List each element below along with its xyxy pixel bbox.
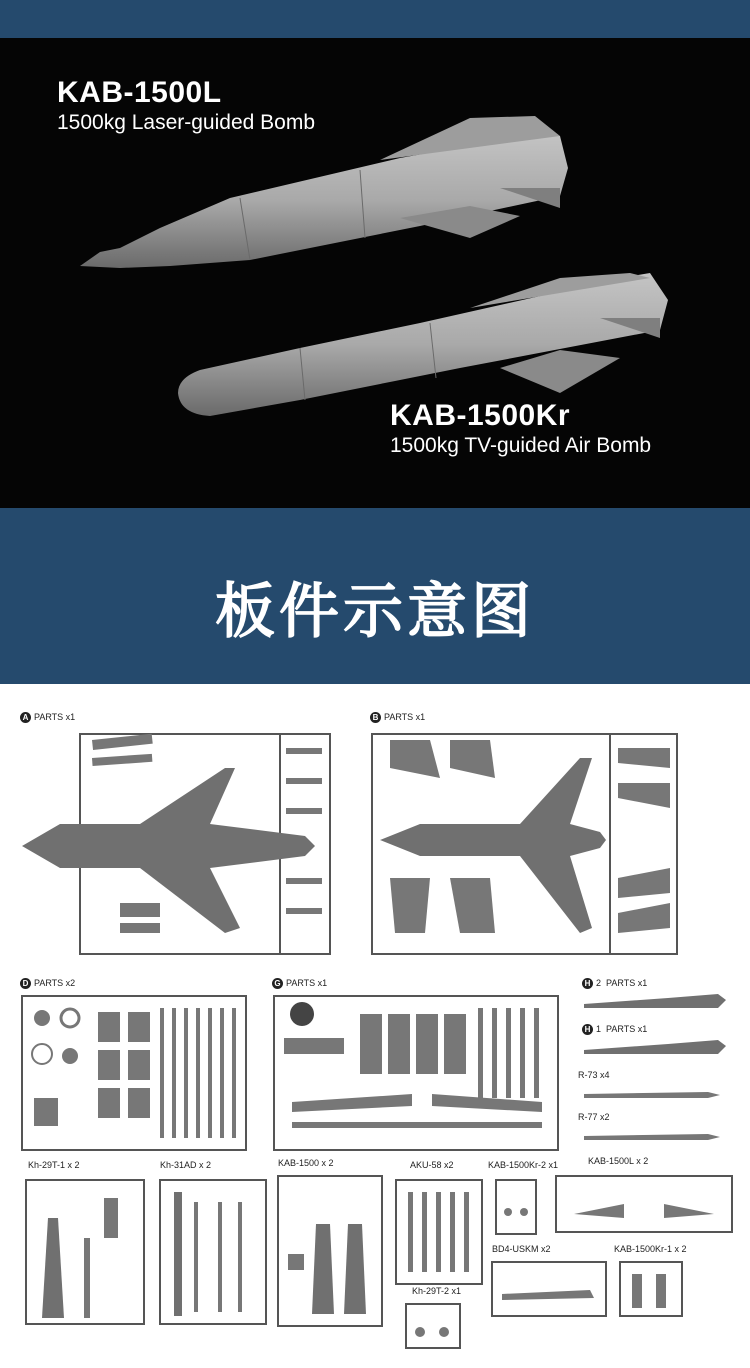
bd4-label: BD4-USKM x2	[492, 1244, 551, 1254]
bomb1-name: KAB-1500L	[57, 76, 222, 109]
kab1500-label: KAB-1500 x 2	[278, 1158, 334, 1168]
top-band	[0, 0, 750, 38]
sprue-a-letter: A	[20, 712, 31, 723]
sprue-b-label: B PARTS x1	[370, 712, 425, 723]
sprue-b	[370, 728, 685, 958]
sprue-g-letter: G	[272, 978, 283, 989]
sprue-bd4	[490, 1260, 608, 1320]
section-title: 板件示意图	[215, 577, 535, 647]
sprue-g	[272, 994, 562, 1154]
bomb1-desc: 1500kg Laser-guided Bomb	[57, 111, 316, 134]
kh31ad-label: Kh-31AD x 2	[160, 1160, 212, 1170]
aku58-label: AKU-58 x2	[410, 1160, 454, 1170]
kab-1500kr-model	[178, 273, 668, 416]
sprue-d-letter: D	[20, 978, 31, 989]
bomb2-name: KAB-1500Kr	[390, 399, 571, 432]
parts-sheet	[0, 684, 750, 1368]
hero-banner	[0, 38, 750, 508]
sprue-g-label: G PARTS x1	[272, 978, 327, 989]
sprue-aku58	[394, 1178, 484, 1286]
sprue-a-label: A PARTS x1	[20, 712, 75, 723]
section-band	[0, 508, 750, 684]
kh29t2-label: Kh-29T-2 x1	[412, 1286, 462, 1296]
sprue-h2-label: H 2 PARTS x1	[582, 978, 647, 989]
bomb2-desc: 1500kg TV-guided Air Bomb	[390, 434, 652, 457]
sprue-d	[20, 994, 250, 1154]
sprue-kab1500	[276, 1174, 384, 1336]
sprue-a	[20, 728, 335, 958]
kh29t1-label: Kh-29T-1 x 2	[28, 1160, 80, 1170]
sprue-b-letter: B	[370, 712, 381, 723]
sprue-kh29t1	[24, 1178, 146, 1328]
sprue-h2-letter: H	[582, 978, 593, 989]
kab1500kr1-label: KAB-1500Kr-1 x 2	[614, 1244, 687, 1254]
sprue-d-label: D PARTS x2	[20, 978, 75, 989]
sprue-h-and-missiles	[578, 986, 728, 1146]
r77-label: R-77 x2	[578, 1112, 610, 1122]
sprue-h1-label: H 1 PARTS x1	[582, 1024, 647, 1035]
sprue-h1-letter: H	[582, 1024, 593, 1035]
sprue-kab1500kr2	[494, 1178, 538, 1236]
kab-1500l-model	[80, 116, 568, 268]
kab1500l-label: KAB-1500L x 2	[588, 1156, 649, 1166]
kab1500kr2-label: KAB-1500Kr-2 x1	[488, 1160, 559, 1170]
r73-label: R-73 x4	[578, 1070, 610, 1080]
sprue-kab1500l	[554, 1174, 734, 1236]
sprue-kab1500kr1	[618, 1260, 684, 1320]
sprue-kh29t2	[404, 1302, 462, 1350]
sprue-kh31ad	[158, 1178, 268, 1328]
